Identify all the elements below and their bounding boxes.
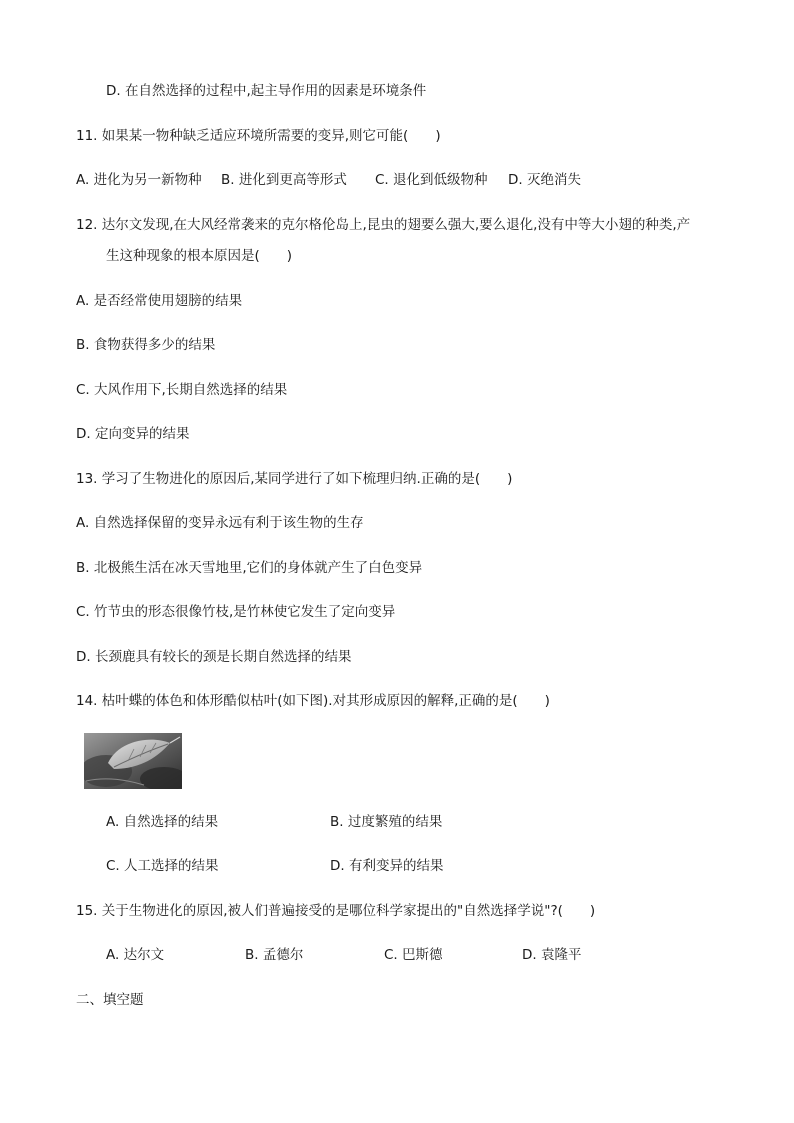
leaf-butterfly-image	[84, 733, 182, 789]
q14-stem: 14. 枯叶蝶的体色和体形酷似枯叶(如下图).对其形成原因的解释,正确的是( )	[76, 693, 550, 709]
q12-option-b: B. 食物获得多少的结果	[76, 337, 216, 353]
q13-option-c: C. 竹节虫的形态很像竹枝,是竹林使它发生了定向变异	[76, 604, 396, 620]
q14-option-a: A. 自然选择的结果	[106, 814, 219, 830]
q13-option-a: A. 自然选择保留的变异永远有利于该生物的生存	[76, 515, 364, 531]
q14-option-b: B. 过度繁殖的结果	[330, 814, 443, 830]
q12-stem-line1: 12. 达尔文发现,在大风经常袭来的克尔格伦岛上,昆虫的翅要么强大,要么退化,没有中等大小翅的种类,产	[76, 217, 691, 233]
q11-option-a: A. 进化为另一新物种	[76, 172, 202, 188]
q13-option-b: B. 北极熊生活在冰天雪地里,它们的身体就产生了白色变异	[76, 560, 423, 576]
q12-stem-line2: 生这种现象的根本原因是( )	[106, 248, 293, 264]
q15-stem: 15. 关于生物进化的原因,被人们普遍接受的是哪位科学家提出的"自然选择学说"?( )	[76, 903, 596, 919]
section-title-fill-in: 二、填空题	[76, 992, 144, 1008]
q15-option-d: D. 袁隆平	[522, 947, 582, 963]
q11-option-c: C. 退化到低级物种	[375, 172, 488, 188]
q15-option-a: A. 达尔文	[106, 947, 165, 963]
q14-option-d: D. 有利变异的结果	[330, 858, 444, 874]
q15-option-c: C. 巴斯德	[384, 947, 443, 963]
q12-option-d: D. 定向变异的结果	[76, 426, 190, 442]
q10-option-d: D. 在自然选择的过程中,起主导作用的因素是环境条件	[106, 83, 427, 99]
q13-stem: 13. 学习了生物进化的原因后,某同学进行了如下梳理归纳.正确的是( )	[76, 471, 513, 487]
q11-option-d: D. 灭绝消失	[508, 172, 581, 188]
q11-option-b: B. 进化到更高等形式	[221, 172, 347, 188]
q13-option-d: D. 长颈鹿具有较长的颈是长期自然选择的结果	[76, 649, 352, 665]
q11-stem: 11. 如果某一物种缺乏适应环境所需要的变异,则它可能( )	[76, 128, 441, 144]
q14-option-c: C. 人工选择的结果	[106, 858, 219, 874]
q15-option-b: B. 孟德尔	[245, 947, 304, 963]
q12-option-c: C. 大风作用下,长期自然选择的结果	[76, 382, 288, 398]
q12-option-a: A. 是否经常使用翅膀的结果	[76, 293, 243, 309]
